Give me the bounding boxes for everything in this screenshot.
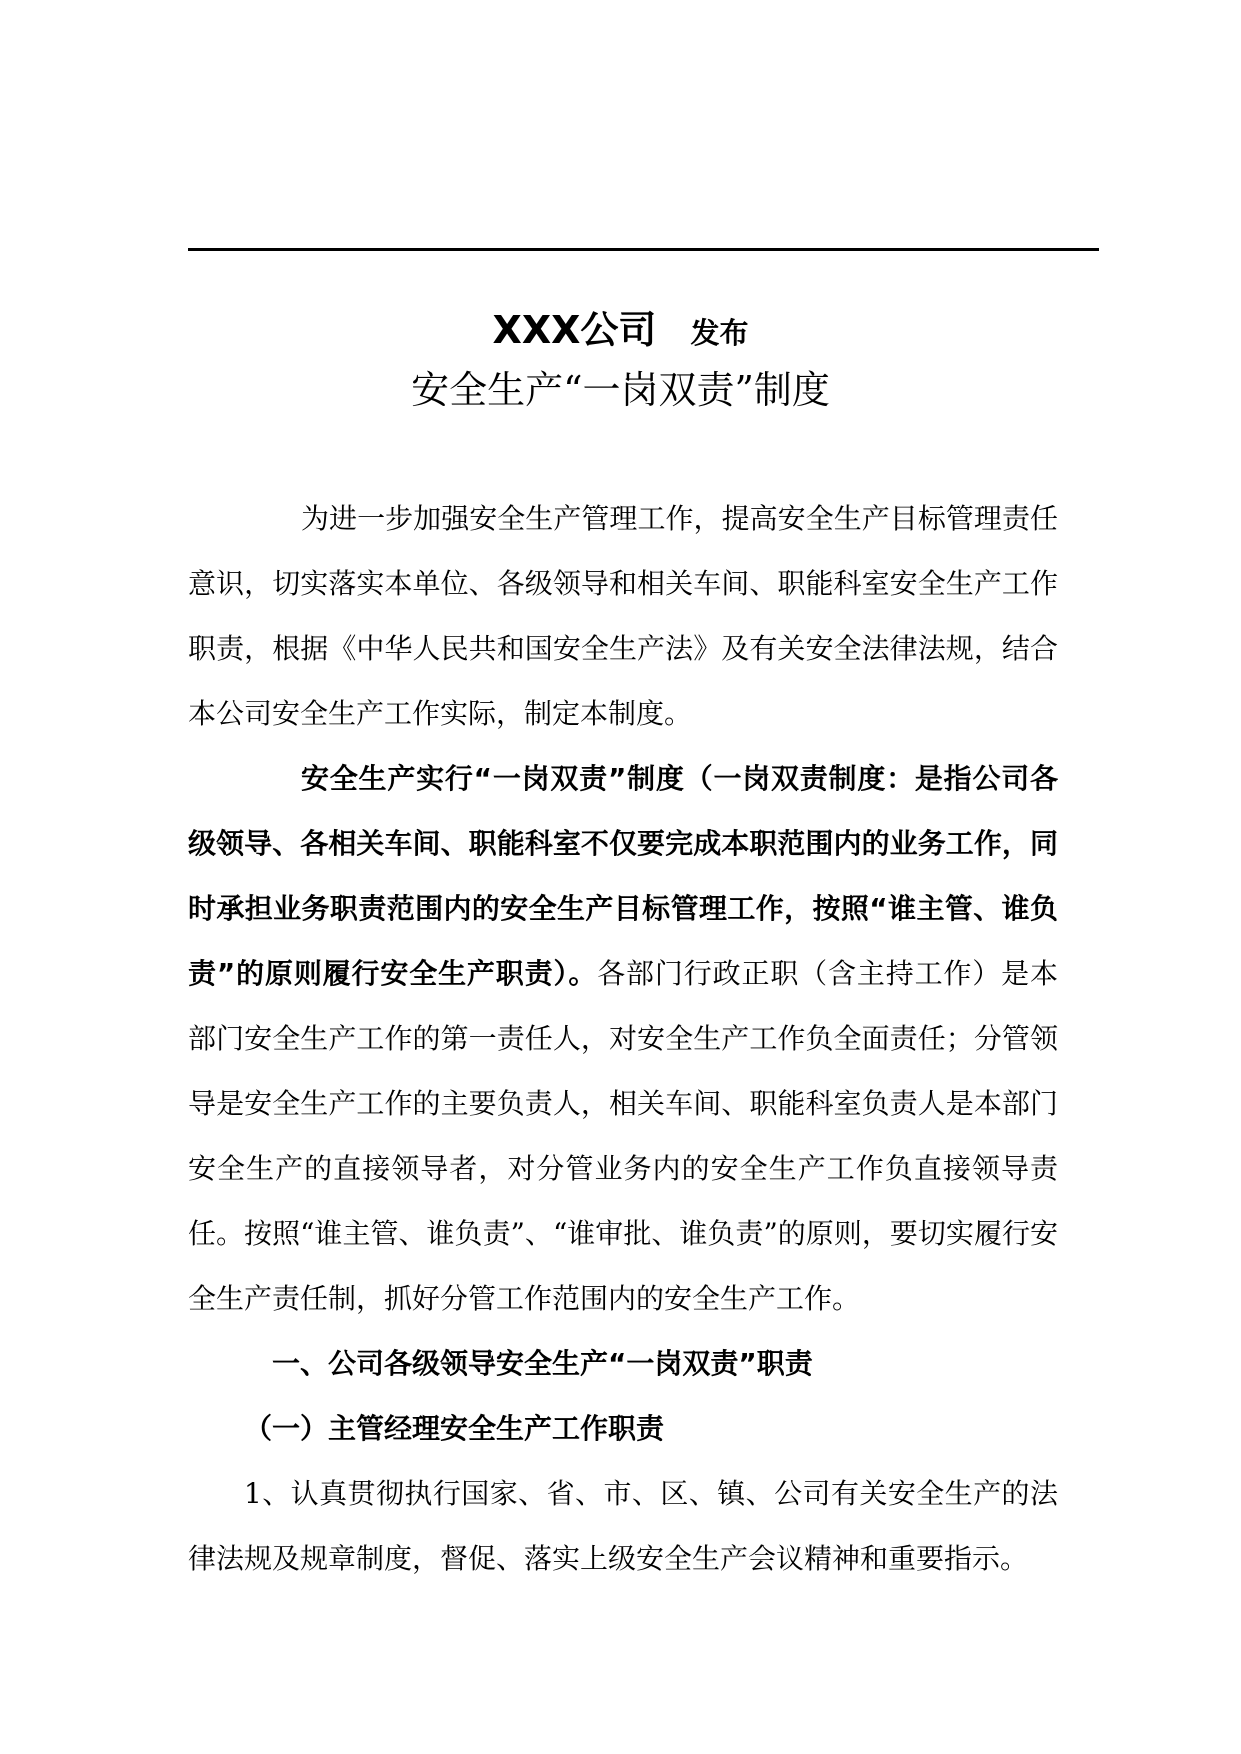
document-title: 安全生产“一岗双责”制度 [411, 368, 830, 412]
definition-rest-text: 各部门行政正职（含主持工作）是本部门安全生产工作的第一责任人，对安全生产工作负全面责任；分管领导是安全生产工作的主要负责人，相关车间、职能科室负责人是本部门安全生产的直接领导者，对分管业务内的安全生产工作负直接领导责任。按照“谁主管、谁负责”、“谁审批、谁负责”的原则，要切实履行安全生产责任制，抓好分管工作范围内的安全生产工作。 [188, 957, 1058, 1315]
document-body [188, 486, 1058, 1591]
subsection-heading-1: （一）主管经理安全生产工作职责 [244, 1412, 665, 1445]
title-company-line [0, 300, 1241, 363]
section-heading-1: 一、公司各级领导安全生产“一岗双责”职责 [272, 1347, 813, 1380]
list-item-1: 1、认真贯彻执行国家、省、市、区、镇、公司有关安全生产的法律法规及规章制度，督促、落实上级安全生产会议精神和重要指示。 [188, 1477, 1058, 1575]
definition-paragraph [188, 746, 1058, 1331]
header-rule [188, 248, 1099, 251]
intro-paragraph: 为进一步加强安全生产管理工作，提高安全生产目标管理责任意识，切实落实本单位、各级领导和相关车间、职能科室安全生产工作职责，根据《中华人民共和国安全生产法》及有关安全法律法规，结合本公司安全生产工作实际，制定本制度。 [188, 502, 1058, 730]
publish-label: 发布 [690, 316, 749, 350]
definition-bold-text: 安全生产实行“一岗双责”制度（一岗双责制度：是指公司各级领导、各相关车间、职能科室不仅要完成本职范围内的业务工作，同时承担业务职责范围内的安全生产目标管理工作，按照“谁主管、谁负责”的原则履行安全生产职责）。 [188, 762, 1058, 990]
company-name: XXX公司 [492, 308, 657, 352]
